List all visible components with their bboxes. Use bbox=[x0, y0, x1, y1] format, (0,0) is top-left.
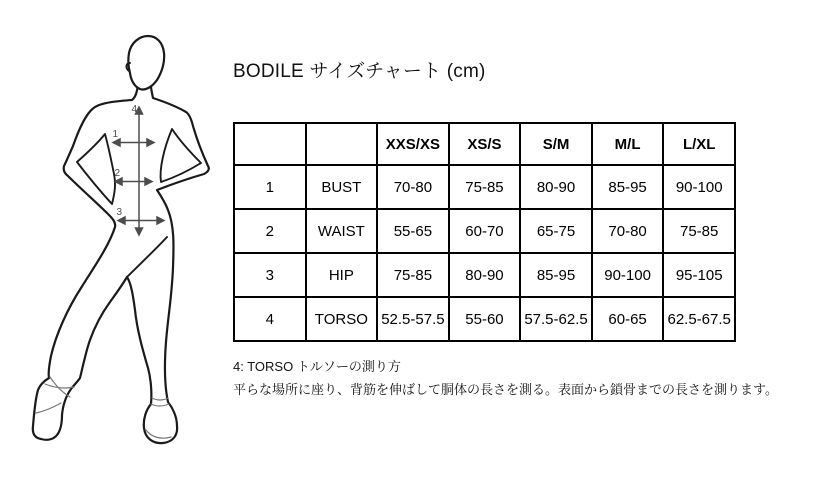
row-number-cell: 4 bbox=[234, 297, 306, 341]
value-cell: 90-100 bbox=[663, 165, 735, 209]
dancer-figure-illustration bbox=[0, 0, 230, 470]
table-row-torso bbox=[234, 297, 735, 341]
measure-label-cell: TORSO bbox=[306, 297, 378, 341]
table-row-hip bbox=[234, 253, 735, 297]
measure-label-cell: HIP bbox=[306, 253, 378, 297]
size-header-cell: M/L bbox=[592, 123, 664, 165]
value-cell: 75-85 bbox=[377, 253, 449, 297]
hip-measure-label: 3 bbox=[116, 207, 122, 218]
value-cell: 75-85 bbox=[449, 165, 521, 209]
value-cell: 70-80 bbox=[592, 209, 664, 253]
row-number-cell: 2 bbox=[234, 209, 306, 253]
value-cell: 60-65 bbox=[592, 297, 664, 341]
value-cell: 60-70 bbox=[449, 209, 521, 253]
torso-footnote-instructions: 平らな場所に座り、背筋を伸ばして胴体の長さを測る。表面から鎖骨までの長さを測ります。 bbox=[233, 382, 778, 397]
value-cell: 95-105 bbox=[663, 253, 735, 297]
row-number-cell: 1 bbox=[234, 165, 306, 209]
size-header-cell: S/M bbox=[520, 123, 592, 165]
value-cell: 80-90 bbox=[449, 253, 521, 297]
value-cell: 65-75 bbox=[520, 209, 592, 253]
torso-measure-label: 4 bbox=[131, 104, 137, 115]
value-cell: 90-100 bbox=[592, 253, 664, 297]
value-cell: 75-85 bbox=[663, 209, 735, 253]
dancer-silhouette bbox=[33, 85, 209, 443]
value-cell: 80-90 bbox=[520, 165, 592, 209]
row-number-cell: 3 bbox=[234, 253, 306, 297]
torso-footnote-heading: 4: TORSO トルソーの測り方 bbox=[233, 359, 401, 374]
waist-measure-label: 2 bbox=[114, 168, 120, 179]
measure-label-cell: WAIST bbox=[306, 209, 378, 253]
value-cell: 70-80 bbox=[377, 165, 449, 209]
corner-cell bbox=[306, 123, 378, 165]
size-chart-table bbox=[233, 122, 736, 342]
size-header-cell: L/XL bbox=[663, 123, 735, 165]
value-cell: 85-95 bbox=[592, 165, 664, 209]
footnotes bbox=[233, 355, 778, 401]
value-cell: 62.5-67.5 bbox=[663, 297, 735, 341]
value-cell: 85-95 bbox=[520, 253, 592, 297]
value-cell: 55-60 bbox=[449, 297, 521, 341]
corner-cell bbox=[234, 123, 306, 165]
value-cell: 52.5-57.5 bbox=[377, 297, 449, 341]
measure-label-cell: BUST bbox=[306, 165, 378, 209]
table-row-bust bbox=[234, 165, 735, 209]
size-header-cell: XS/S bbox=[449, 123, 521, 165]
table-header-row bbox=[234, 123, 735, 165]
table-row-waist bbox=[234, 209, 735, 253]
dancer-figure-svg bbox=[0, 0, 230, 470]
value-cell: 55-65 bbox=[377, 209, 449, 253]
value-cell: 57.5-62.5 bbox=[520, 297, 592, 341]
bust-measure-label: 1 bbox=[112, 129, 118, 140]
size-header-cell: XXS/XS bbox=[377, 123, 449, 165]
dancer-body-outline bbox=[33, 36, 209, 443]
page-title: BODILE サイズチャート (cm) bbox=[233, 61, 486, 82]
dancer-head bbox=[128, 36, 164, 90]
